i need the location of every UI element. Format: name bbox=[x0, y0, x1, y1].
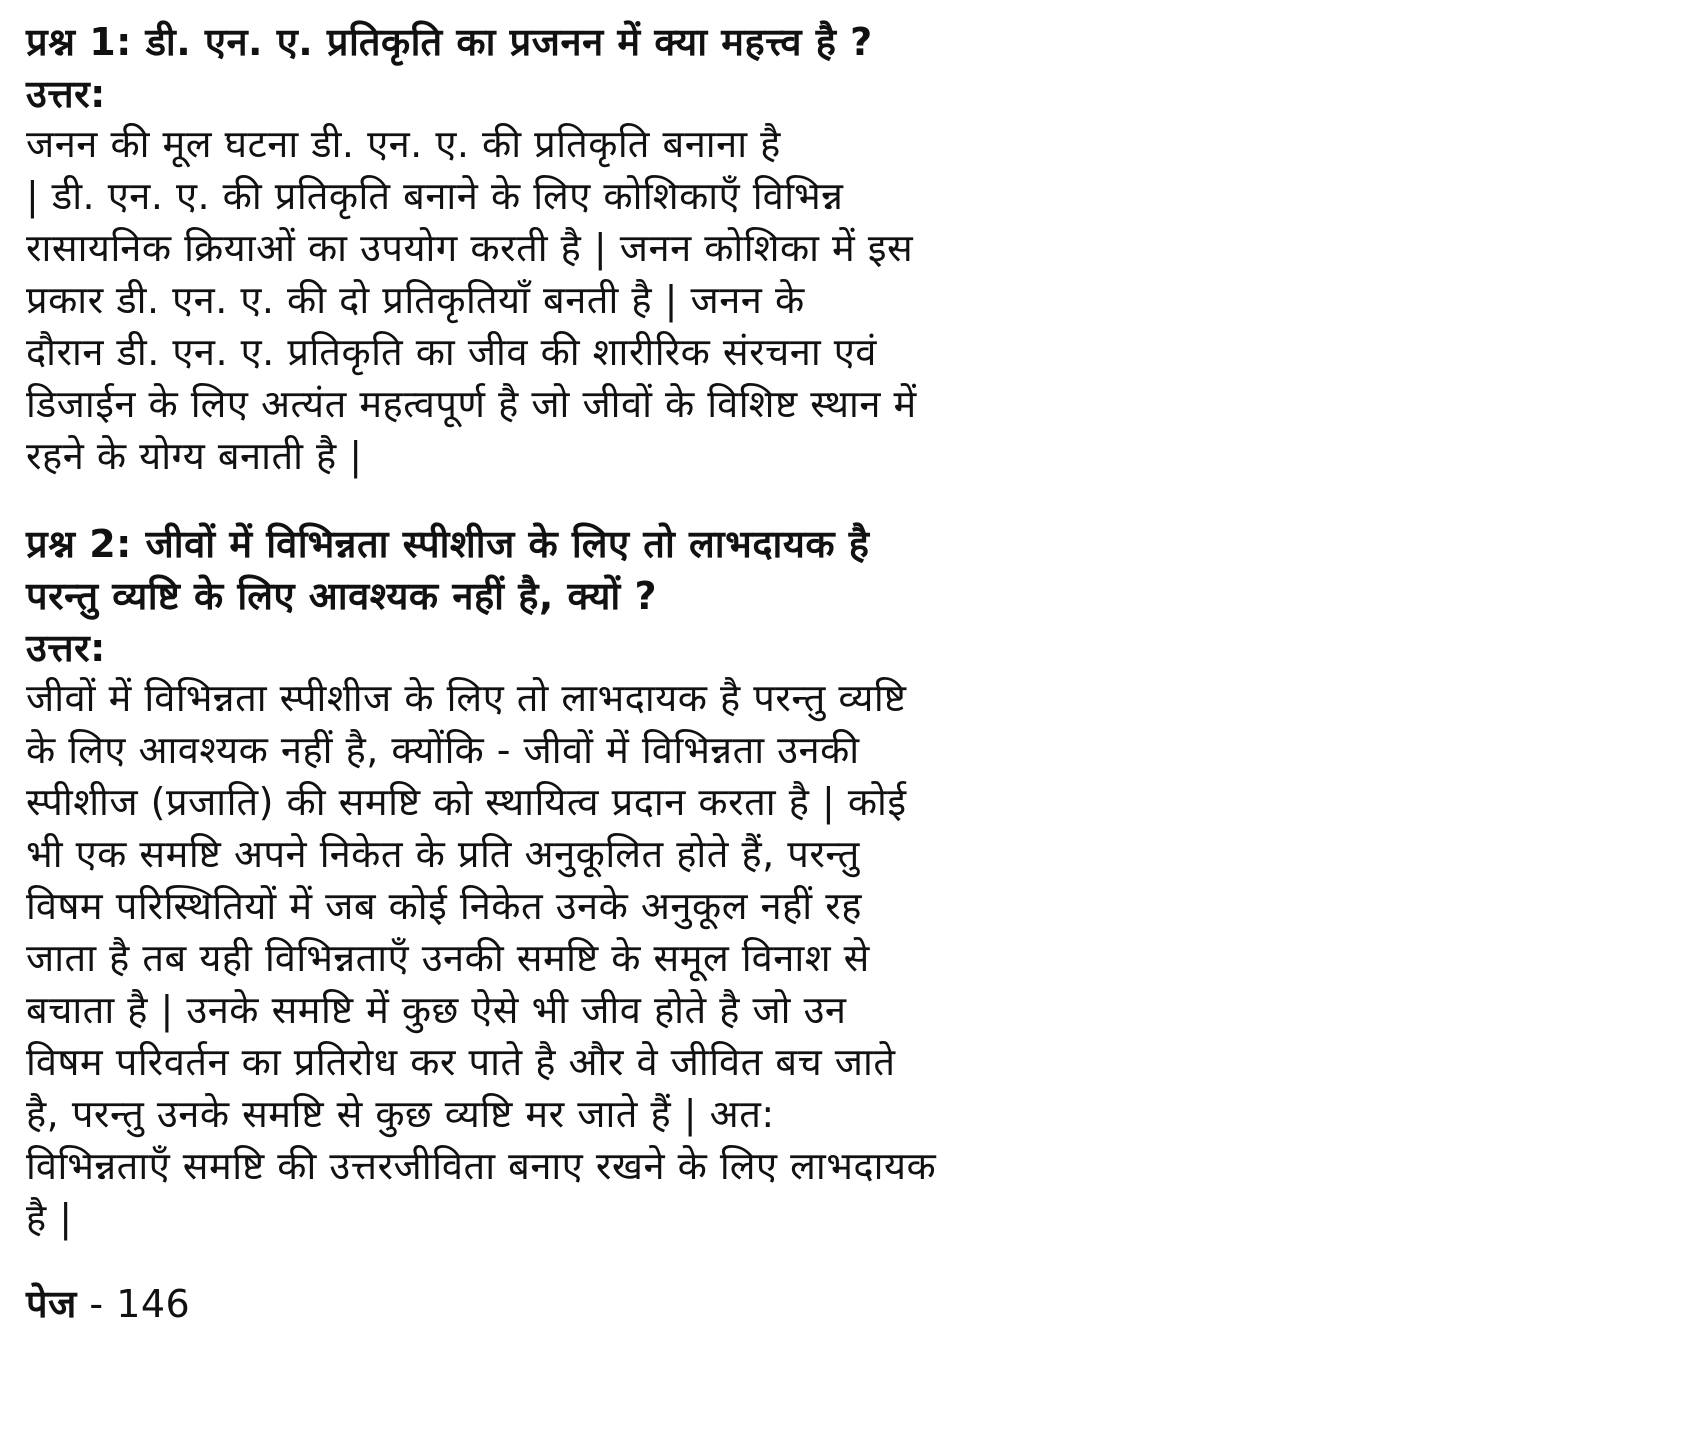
question-1-answer-label: उत्तर: bbox=[26, 72, 106, 116]
answer-2-line-3: स्पीशीज (प्रजाति) की समष्टि को स्थायित्व प्रदान करता है | कोई bbox=[26, 780, 907, 824]
answer-2-line-8: विषम परिवर्तन का प्रतिरोध कर पाते है और वे जीवित बच जाते bbox=[26, 1040, 896, 1084]
answer-1-line-6: डिजाईन के लिए अत्यंत महत्वपूर्ण है जो जीवों के विशिष्ट स्थान में bbox=[26, 382, 917, 426]
answer-2-line-2: के लिए आवश्यक नहीं है, क्योंकि - जीवों में विभिन्नता उनकी bbox=[26, 728, 860, 772]
answer-2-line-11: है | bbox=[26, 1196, 73, 1240]
question-2-prefix: प्रश्न 2: bbox=[26, 522, 132, 566]
answer-1-line-3: रासायनिक क्रियाओं का उपयोग करती है | जनन कोशिका में इस bbox=[26, 226, 914, 270]
question-2-heading bbox=[26, 518, 870, 570]
answer-2-line-5: विषम परिस्थितियों में जब कोई निकेत उनके अनुकूल नहीं रह bbox=[26, 884, 862, 928]
answer-2-line-7: बचाता है | उनके समष्टि में कुछ ऐसे भी जीव होते है जो उन bbox=[26, 988, 847, 1032]
answer-1-line-1: जनन की मूल घटना डी. एन. ए. की प्रतिकृति बनाना है bbox=[26, 122, 781, 166]
question-1-heading bbox=[26, 16, 873, 68]
page-separator: - bbox=[89, 1282, 104, 1326]
answer-2-line-4: भी एक समष्टि अपने निकेत के प्रति अनुकूलित होते हैं, परन्तु bbox=[26, 832, 860, 876]
page-footer bbox=[26, 1278, 190, 1330]
question-2-text-line-2: परन्तु व्यष्टि के लिए आवश्यक नहीं है, क्यों ? bbox=[26, 574, 658, 618]
answer-2-line-1: जीवों में विभिन्नता स्पीशीज के लिए तो लाभदायक है परन्तु व्यष्टि bbox=[26, 676, 907, 720]
question-1-prefix: प्रश्न 1: bbox=[26, 20, 132, 64]
question-2-text-line-1: जीवों में विभिन्नता स्पीशीज के लिए तो लाभदायक है bbox=[145, 522, 870, 566]
page-label: पेज bbox=[26, 1282, 77, 1326]
answer-2-line-10: विभिन्नताएँ समष्टि की उत्तरजीविता बनाए रखने के लिए लाभदायक bbox=[26, 1144, 937, 1188]
answer-1-line-7: रहने के योग्य बनाती है | bbox=[26, 434, 363, 478]
answer-1-line-2: | डी. एन. ए. की प्रतिकृति बनाने के लिए कोशिकाएँ विभिन्न bbox=[26, 174, 844, 218]
question-1-text: डी. एन. ए. प्रतिकृति का प्रजनन में क्या महत्त्व है ? bbox=[145, 20, 873, 64]
answer-2-line-9: है, परन्तु उनके समष्टि से कुछ व्यष्टि मर जाते हैं | अत: bbox=[26, 1092, 775, 1136]
answer-1-line-4: प्रकार डी. एन. ए. की दो प्रतिकृतियाँ बनती है | जनन के bbox=[26, 278, 805, 322]
page-number: 146 bbox=[116, 1282, 191, 1326]
answer-1-line-5: दौरान डी. एन. ए. प्रतिकृति का जीव की शारीरिक संरचना एवं bbox=[26, 330, 877, 374]
question-2-answer-label: उत्तर: bbox=[26, 626, 106, 670]
answer-2-line-6: जाता है तब यही विभिन्नताएँ उनकी समष्टि के समूल विनाश से bbox=[26, 936, 870, 980]
